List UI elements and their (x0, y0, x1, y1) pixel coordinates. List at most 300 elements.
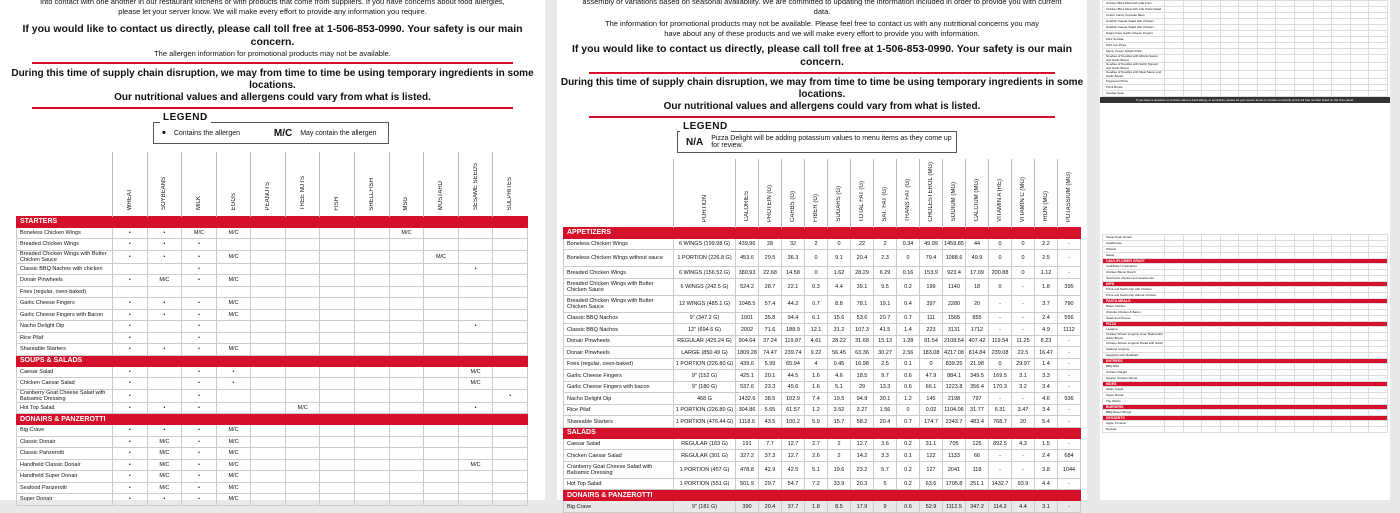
item-name: Happy Face Garlic Cheese Fingers (1103, 31, 1165, 37)
nutrition-cell: 191 (736, 438, 759, 450)
nutrition-cell: 22.68 (759, 267, 782, 279)
nutrition-cell: - (1012, 295, 1035, 312)
nutrition-cell: 2343.7 (943, 416, 966, 428)
nutrition-cell: 1.62 (828, 267, 851, 279)
nutrition-page (557, 0, 1087, 510)
allergen-cell: M/C (216, 250, 251, 263)
cell (1350, 91, 1369, 97)
allergen-cell (320, 471, 355, 483)
allergen-cell (355, 436, 390, 448)
item-name: Meats (1103, 253, 1165, 259)
item-name: Hot Top Salad (17, 402, 113, 414)
item-name: Hot Top Salad (564, 478, 674, 490)
allergen-cell (147, 321, 182, 333)
item-name: Breaded Chicken Wings with Butter Chicken Sauce (564, 295, 674, 312)
nutrition-cell: 114.2 (989, 501, 1012, 513)
nutrition-cell: 1.28 (897, 335, 920, 347)
allergen-cell (147, 263, 182, 275)
allergen-cell (251, 389, 286, 402)
column-header (897, 159, 920, 227)
nutrition-cell: 6.31 (989, 404, 1012, 416)
allergen-cell (424, 389, 459, 402)
column-header (989, 159, 1012, 227)
nutrition-cell: 468 G (674, 393, 736, 405)
nutrition-cell: 14.58 (782, 267, 805, 279)
allergen-cell: • (182, 459, 217, 471)
allergen-cell (285, 321, 320, 333)
cell (1350, 427, 1369, 433)
allergen-cell (251, 448, 286, 460)
allergen-cell (389, 402, 424, 414)
nutrition-cell: 1.8 (805, 501, 828, 513)
column-header (251, 152, 286, 216)
allergen-promo-note: The allergen information for promotional products may not be available. (154, 49, 391, 58)
divider (589, 72, 1055, 74)
table-row (17, 389, 528, 402)
table-row (564, 347, 1081, 359)
nutrition-cell: 23.3 (759, 381, 782, 393)
table-row (564, 450, 1081, 462)
allergen-cell: • (182, 298, 217, 310)
nutrition-cell: 0.6 (897, 501, 920, 513)
section-title: STARTERS (17, 216, 528, 227)
column-header (782, 159, 805, 227)
cell (1220, 91, 1239, 97)
allergen-cell: • (182, 471, 217, 483)
nutrition-cell: 44 (966, 238, 989, 250)
nutrition-cell: 53.6 (851, 312, 874, 324)
nutrition-cell: 3.6 (874, 438, 897, 450)
nutrition-cell: LARGE (850.49 G) (674, 347, 736, 359)
allergen-cell (216, 263, 251, 275)
allergen-cell (251, 250, 286, 263)
allergen-cell (147, 389, 182, 402)
item-name: Seafood Panzerotti (17, 482, 113, 494)
cell (1257, 333, 1276, 341)
allergen-cell (355, 239, 390, 251)
legend-title: LEGEND (680, 121, 731, 132)
cell (1220, 63, 1239, 71)
allergen-cell (285, 425, 320, 437)
nutrition-cell: - (1012, 393, 1035, 405)
column-header (1035, 159, 1058, 227)
nutrition-cell: 9.1 (828, 250, 851, 267)
nutrition-cell: 0.45 (828, 358, 851, 370)
nutrition-cell: 2280 (943, 295, 966, 312)
nutrition-cell: - (1012, 461, 1035, 478)
allergen-cell: • (182, 321, 217, 333)
nutrition-cell: 20 (1012, 416, 1035, 428)
table-row (17, 227, 528, 239)
table-row (564, 370, 1081, 382)
cell (1220, 71, 1239, 79)
item-name: Donair Pinwheels (564, 347, 674, 359)
cell (1313, 63, 1332, 71)
allergen-cell (320, 344, 355, 356)
allergen-cell (251, 366, 286, 378)
allergen-cell: M/C (147, 275, 182, 287)
column-label: TREE NUTS (299, 176, 306, 211)
allergen-cell: • (113, 227, 148, 239)
column-header (285, 152, 320, 216)
cell (1295, 333, 1314, 341)
item-name: Italian Knight (1103, 387, 1165, 393)
nutrition-cell: 12 WINGS (485.1 G) (674, 295, 736, 312)
column-header (966, 159, 989, 227)
item-name: Brownie (1103, 427, 1165, 433)
nutrition-cell: 9 (874, 501, 897, 513)
allergen-cell: • (113, 494, 148, 506)
nutrition-cell: 57.4 (759, 295, 782, 312)
item-name: Cranberry Goat Cheese Salad with Balsamic Dressing (17, 389, 113, 402)
item-name: Caesar Salad (17, 366, 113, 378)
table-row (564, 404, 1081, 416)
nutrition-cell: 1.2 (897, 393, 920, 405)
nutrition-cell: 8.5 (828, 501, 851, 513)
allergen-cell (458, 425, 493, 437)
nutrition-cell: 0 (989, 278, 1012, 295)
nutrition-cell: 37.3 (759, 450, 782, 462)
allergen-cell: • (182, 344, 217, 356)
nutrition-cell: 892.5 (989, 438, 1012, 450)
nutrition-cell: - (989, 324, 1012, 336)
allergen-cell: • (147, 227, 182, 239)
allergen-cell: M/C (216, 482, 251, 494)
table-row (17, 298, 528, 310)
nutrition-cell: 31.77 (966, 404, 989, 416)
allergen-cell: M/C (216, 227, 251, 239)
nutrition-cell: 1 PORTION (476.44 G) (674, 416, 736, 428)
intro-line: into contact with one another in our restaurant kitchens or with products that come from suppliers. If you have concerns about food allergies, (40, 0, 505, 6)
nutrition-cell: 29 (851, 381, 874, 393)
item-name: Pizza and Nacho Dip without Chicken (1103, 293, 1165, 299)
cell (1332, 333, 1351, 341)
item-name: Lasagna (1103, 327, 1165, 333)
allergen-cell (389, 309, 424, 321)
cell (1276, 91, 1295, 97)
cell (1202, 333, 1221, 341)
nutrition-cell: 125 (966, 438, 989, 450)
cell (1369, 333, 1388, 341)
cell (1183, 55, 1202, 63)
item-name: Chicken Bites Meal with side Fries (1103, 1, 1165, 7)
item-name: Big Crave (17, 425, 113, 437)
table-row (17, 436, 528, 448)
cell (1332, 91, 1351, 97)
nutrition-cell: 19.6 (828, 461, 851, 478)
intro-line: have about any of these products and we will make every effort to provide you with information. (664, 29, 980, 38)
nutrition-cell: 15.7 (828, 416, 851, 428)
nutrition-cell: 884.1 (943, 370, 966, 382)
nutrition-cell: 1001 (736, 312, 759, 324)
nutrition-cell: 28.22 (828, 335, 851, 347)
allergen-cell: • (113, 298, 148, 310)
column-header (493, 152, 528, 216)
allergen-cell (320, 459, 355, 471)
item-name: Sweet Ryan Donair (1103, 235, 1165, 241)
nutrition-cell: 200.88 (989, 267, 1012, 279)
allergen-cell (355, 459, 390, 471)
nutrition-cell: 15.6 (828, 312, 851, 324)
nutrition-cell: 1140 (943, 278, 966, 295)
allergen-cell: • (147, 402, 182, 414)
nutrition-cell: 20.7 (874, 312, 897, 324)
table-row (564, 381, 1081, 393)
nutrition-cell: 2 (828, 450, 851, 462)
nutrition-cell: 684 (1058, 450, 1081, 462)
cell (1165, 55, 1184, 63)
cell (1220, 333, 1239, 341)
allergen-cell (285, 389, 320, 402)
allergen-cell (216, 321, 251, 333)
nutrition-cell: 1.8 (1035, 278, 1058, 295)
allergen-cell: • (182, 494, 217, 506)
item-name: Handheld Super Donair (17, 471, 113, 483)
nutrition-cell: 1088.6 (943, 250, 966, 267)
nutrition-cell: 47.9 (920, 370, 943, 382)
allergen-cell: • (113, 321, 148, 333)
allergen-cell (320, 482, 355, 494)
allergen-cell: • (113, 275, 148, 287)
column-label: PORTION (701, 194, 708, 222)
nutrition-cell: 4.4 (1012, 501, 1035, 513)
allergen-cell (493, 471, 528, 483)
cell (1295, 427, 1314, 433)
nutrition-cell: 49.99 (920, 238, 943, 250)
nutrition-cell: 1.5 (1035, 438, 1058, 450)
nutrition-cell: - (989, 312, 1012, 324)
cell (1165, 333, 1184, 341)
na-symbol: N/A (686, 136, 704, 148)
nutrition-cell: 42.5 (782, 461, 805, 478)
section-title: DESSERTS (1103, 416, 1388, 421)
nutrition-cell: 30.1 (874, 393, 897, 405)
cell (1313, 427, 1332, 433)
item-name: Pepperoni Pizza (1103, 79, 1165, 85)
nutrition-cell: - (1058, 238, 1081, 250)
cell (1332, 63, 1351, 71)
allergen-cell (251, 425, 286, 437)
allergen-cell: • (182, 263, 217, 275)
allergen-cell (458, 227, 493, 239)
nutrition-cell: 0.1 (897, 358, 920, 370)
nutrition-cell: 3.1 (1035, 501, 1058, 513)
nutrition-cell: 9" (347.2 G) (674, 312, 736, 324)
column-label: MILK (195, 196, 202, 211)
allergen-cell (285, 227, 320, 239)
cell (1202, 91, 1221, 97)
nutrition-cell: 20.3 (851, 478, 874, 490)
nutrition-cell: 904.64 (736, 335, 759, 347)
allergen-cell (493, 263, 528, 275)
nutrition-cell: 1712 (966, 324, 989, 336)
nutrition-cell: 102.9 (782, 393, 805, 405)
item-name: Fries (regular, oven-baked) (17, 286, 113, 298)
cell (1369, 63, 1388, 71)
nutrition-cell: 20 (966, 295, 989, 312)
item-name: BBQ Bacon Burger (1103, 410, 1165, 416)
nutrition-cell: 1048.5 (736, 295, 759, 312)
nutrition-cell: - (1058, 335, 1081, 347)
nutrition-cell: 78.1 (851, 295, 874, 312)
allergen-cell (147, 332, 182, 344)
item-name: Kid's Sundae (1103, 37, 1165, 43)
allergen-cell (113, 263, 148, 275)
nutrition-cell: 63.36 (851, 347, 874, 359)
nutrition-cell: 0.1 (897, 450, 920, 462)
nutrition-cell: 28.29 (851, 267, 874, 279)
table-row (564, 295, 1081, 312)
nutrition-cell: 5.4 (1035, 416, 1058, 428)
nutrition-cell: 5.1 (828, 381, 851, 393)
item-name: Butter Chicken (1103, 304, 1165, 310)
nutrition-cell: 6.1 (805, 312, 828, 324)
allergen-cell (320, 425, 355, 437)
cell (1369, 55, 1388, 63)
nutrition-cell: 1.56 (874, 404, 897, 416)
nutrition-cell: 439.96 (736, 238, 759, 250)
nutrition-cell: 3.52 (828, 404, 851, 416)
nutrition-cell: 0.6 (897, 370, 920, 382)
nutrition-cell: 705 (943, 438, 966, 450)
allergen-cell (424, 494, 459, 506)
allergen-cell (493, 482, 528, 494)
nutrition-cell: 0.6 (897, 381, 920, 393)
nutrition-cell: 18 (966, 278, 989, 295)
item-name: Donair Pinwheels (17, 275, 113, 287)
item-name: Rice Pilaf (17, 332, 113, 344)
nutrition-cell: 1118.6 (736, 416, 759, 428)
table-row (17, 321, 528, 333)
intro-text (0, 0, 545, 17)
item-name: Chicken Delight (1103, 370, 1165, 376)
column-header (943, 159, 966, 227)
allergen-cell (493, 378, 528, 390)
allergen-cell: • (182, 389, 217, 402)
allergen-cell: M/C (458, 378, 493, 390)
nutrition-cell: 36.3 (782, 250, 805, 267)
nutrition-cell: 9" (152 G) (674, 370, 736, 382)
nutrition-cell: 501.9 (736, 478, 759, 490)
item-name: Boneless Chicken Wings without sauce (564, 250, 674, 267)
nutrition-cell: 29.97 (1012, 358, 1035, 370)
nutrition-cell: 199 (920, 278, 943, 295)
cell (1239, 63, 1258, 71)
cell (1257, 63, 1276, 71)
item-name: Apple Turnover (1103, 421, 1165, 427)
nutrition-cell: 0 (1012, 267, 1035, 279)
nutrition-cell: 0.16 (897, 267, 920, 279)
allergen-cell: • (458, 263, 493, 275)
cell (1239, 91, 1258, 97)
table-row (564, 358, 1081, 370)
allergen-cell (493, 309, 528, 321)
nutrition-cell: 3.4 (1035, 404, 1058, 416)
nutrition-cell: 17.09 (966, 267, 989, 279)
section-title: SIDES (1103, 382, 1388, 387)
nutrition-cell: 31.2 (828, 324, 851, 336)
nutrition-cell: 356.4 (966, 381, 989, 393)
nutrition-cell: - (1058, 250, 1081, 267)
allergen-cell (251, 275, 286, 287)
allergen-cell: • (113, 239, 148, 251)
item-name: Garlic Cheese Fingers (17, 298, 113, 310)
nutrition-cell: 1.2 (805, 404, 828, 416)
nutrition-cell: 923.4 (943, 267, 966, 279)
allergen-cell (216, 402, 251, 414)
nutrition-cell: 22.1 (782, 278, 805, 295)
allergen-cell (493, 227, 528, 239)
table-row (564, 267, 1081, 279)
nutrition-cell: 2041 (943, 461, 966, 478)
allergen-cell (355, 378, 390, 390)
nutrition-cell: 3.2 (1012, 381, 1035, 393)
nutrition-cell: 7.2 (805, 478, 828, 490)
allergen-cell: • (216, 378, 251, 390)
nutrition-cell: 4.6 (828, 370, 851, 382)
allergen-cell (458, 344, 493, 356)
item-name: Steak and Cheese (1103, 316, 1165, 322)
item-name: Chicken Alfredo Linguine Oven Baked with Garlic Bread (1103, 333, 1165, 341)
nutrition-cell: 395 (1058, 278, 1081, 295)
nutrition-cell: 1.4 (1035, 358, 1058, 370)
nutrition-cell: 65.94 (782, 358, 805, 370)
nutrition-cell: 22.5 (1012, 347, 1035, 359)
nutrition-cell: 0.34 (897, 238, 920, 250)
nutrition-cell: 54.7 (782, 478, 805, 490)
allergen-cell (285, 250, 320, 263)
nutrition-cell: 14.2 (851, 450, 874, 462)
column-label: SUGARS (G) (836, 186, 842, 222)
nutrition-cell: 153.9 (920, 267, 943, 279)
cell (1183, 63, 1202, 71)
allergen-cell (389, 275, 424, 287)
table-row (17, 309, 528, 321)
cell (1183, 427, 1202, 433)
nutrition-cell: 936 (1058, 393, 1081, 405)
nutrition-cell: - (1058, 370, 1081, 382)
nutrition-cell: - (1058, 416, 1081, 428)
nutrition-cell: - (1012, 278, 1035, 295)
nutrition-cell: 31.68 (851, 335, 874, 347)
nutrition-cell: 1565 (943, 312, 966, 324)
nutrition-cell: 29.5 (759, 250, 782, 267)
nutrition-cell: 1 PORTION (457 G) (674, 461, 736, 478)
allergen-cell (355, 425, 390, 437)
item-name: Shareable Starters (564, 416, 674, 428)
column-label: CHOLESTEROL (MG) (928, 162, 934, 222)
cell (1369, 427, 1388, 433)
cell (1239, 427, 1258, 433)
nutrition-cell: 32 (782, 238, 805, 250)
section-title: SALADS (564, 427, 1081, 438)
section-header (564, 227, 1081, 238)
allergen-cell (320, 389, 355, 402)
nutrition-cell: 0.7 (897, 312, 920, 324)
table-row (1103, 91, 1388, 97)
allergen-cell: • (147, 309, 182, 321)
allergen-cell (389, 239, 424, 251)
nutrition-cell: 145 (920, 393, 943, 405)
allergen-cell (285, 332, 320, 344)
allergen-cell: • (147, 425, 182, 437)
allergen-cell (285, 459, 320, 471)
item-name: Garlic Cheese Fingers with bacon (564, 381, 674, 393)
cell (1350, 55, 1369, 63)
supply-notice-1: During this time of supply chain disruption, we may from time to time be using temporary ingredients in some locations. (11, 68, 534, 91)
cell (1220, 55, 1239, 63)
section-header (564, 490, 1081, 501)
